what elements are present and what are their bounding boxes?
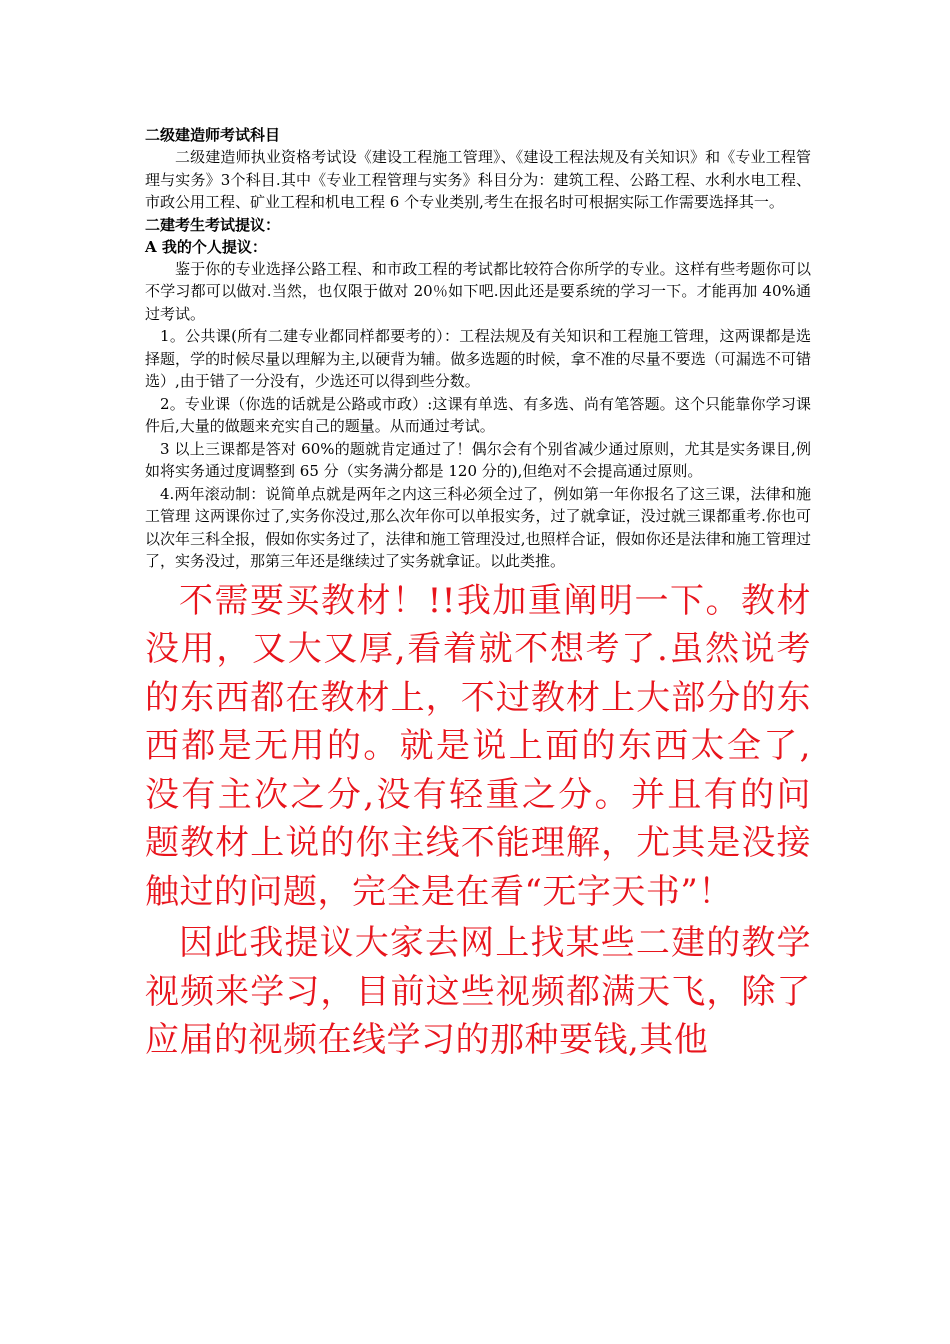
emphasis-paragraph-textbook: 不需要买教材！!!我加重阐明一下。教材没用，又大又厚,看着就不想考了.虽然说考的东西都在教材上，不过教材上大部分的东西都是无用的。就是说上面的东西太全了,没有主次之分,没有轻重之分。并且有的问题教材上说的你主线不能理解，尤其是没接触过的问题，完全是在看“无字天书”！ <box>145 580 811 912</box>
advice-heading: 二建考生考试提议： <box>145 215 281 234</box>
list-item: 2。专业课（你选的话就是公路或市政）:这课有单选、有多选、尚有笔答题。这个只能靠你学习课件后,大量的做题来充实自己的题量。从而通过考试。 <box>145 394 811 435</box>
personal-intro-paragraph: 鉴于你的专业选择公路工程、和市政工程的考试都比较符合你所学的专业。这样有些考题你可以不学习都可以做对.当然，也仅限于做对 20％如下吧.因此还是要系统的学习一下。才能再加 40%通过考试。 <box>145 259 811 323</box>
list-item: 4.两年滚动制：说简单点就是两年之内这三科必须全过了，例如第一年你报名了这三课，法律和施工管理 这两课你过了,实务你没过,那么次年你可以单报实务，过了就拿证，没过就三课都重考.你也可以次年三科全报，假如你实务过了，法律和施工管理没过,也照样合证，假如你还是法律和施工管理过了，实务没过，那第三年还是继续过了实务就拿证。以此类推。 <box>145 484 811 570</box>
list-item: 1。公共课(所有二建专业都同样都要考的）：工程法规及有关知识和工程施工管理，这两课都是选择题，学的时候尽量以理解为主,以硬背为辅。做多选题的时候，拿不准的尽量不要选（可漏选不可错选）,由于错了一分没有，少选还可以得到些分数。 <box>145 327 811 390</box>
intro-paragraph: 二级建造师执业资格考试设《建设工程施工管理》、《建设工程法规及有关知识》和《专业工程管理与实务》3个科目.其中《专业工程管理与实务》科目分为：建筑工程、公路工程、水利水电工程、市政公用工程、矿业工程和机电工程 6 个专业类别,考生在报名时可根据实际工作需要选择其一。 <box>145 148 811 211</box>
list-item: 3 以上三课都是答对 60%的题就肯定通过了！偶尔会有个别省减少通过原则，尤其是实务课目,例如将实务通过度调整到 65 分（实务满分都是 120 分的),但绝对不会提高通过原则。 <box>145 439 811 480</box>
emphasis-paragraph-video: 因此我提议大家去网上找某些二建的教学视频来学习，目前这些视频都满天飞，除了应届的视频在线学习的那种要钱,其他 <box>145 923 811 1060</box>
document-page <box>145 124 811 1065</box>
document-title: 二级建造师考试科目 <box>145 126 281 144</box>
personal-advice-heading: A 我的个人提议： <box>145 237 267 256</box>
